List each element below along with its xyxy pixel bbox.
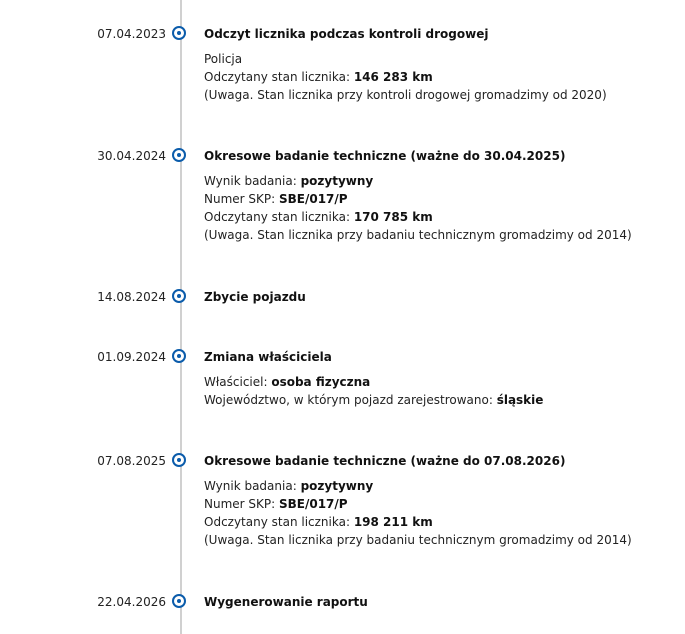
detail-value: 146 283 km bbox=[353, 70, 433, 84]
detail-label: Województwo, w którym pojazd zarejestrowano: bbox=[204, 393, 497, 407]
detail-line bbox=[204, 477, 632, 495]
event-title: Okresowe badanie techniczne (ważne do 30.04.2025) bbox=[204, 149, 566, 163]
event-date: 07.04.2023 bbox=[97, 27, 166, 41]
event-title: Zbycie pojazdu bbox=[204, 290, 306, 304]
detail-line bbox=[204, 86, 607, 104]
detail-line bbox=[204, 226, 632, 244]
event-details bbox=[204, 477, 632, 549]
event-title: Odczyt licznika podczas kontroli drogowej bbox=[204, 27, 489, 41]
event-title: Wygenerowanie raportu bbox=[204, 595, 368, 609]
timeline-line bbox=[180, 0, 182, 634]
detail-line bbox=[204, 68, 607, 86]
timeline-marker-icon bbox=[172, 148, 186, 162]
detail-label: Odczytany stan licznika: bbox=[204, 515, 354, 529]
detail-label: Wynik badania: bbox=[204, 479, 301, 493]
detail-label: Odczytany stan licznika: bbox=[204, 70, 354, 84]
detail-line bbox=[204, 531, 632, 549]
timeline-marker-icon bbox=[172, 594, 186, 608]
detail-label: (Uwaga. Stan licznika przy kontroli drogowej gromadzimy od 2020) bbox=[204, 88, 607, 102]
detail-label: Wynik badania: bbox=[204, 174, 301, 188]
detail-line bbox=[204, 172, 632, 190]
event-date: 07.08.2025 bbox=[97, 454, 166, 468]
event-date: 01.09.2024 bbox=[97, 350, 166, 364]
detail-value: SBE/017/P bbox=[278, 497, 348, 511]
event-date: 14.08.2024 bbox=[97, 290, 166, 304]
event-details bbox=[204, 172, 632, 244]
detail-value: pozytywny bbox=[300, 479, 374, 493]
detail-label: Numer SKP: bbox=[204, 192, 279, 206]
detail-value: śląskie bbox=[496, 393, 544, 407]
timeline-marker-icon bbox=[172, 349, 186, 363]
event-date: 30.04.2024 bbox=[97, 149, 166, 163]
detail-line bbox=[204, 513, 632, 531]
detail-line bbox=[204, 391, 543, 409]
detail-line bbox=[204, 50, 607, 68]
detail-value: pozytywny bbox=[300, 174, 374, 188]
detail-label: (Uwaga. Stan licznika przy badaniu technicznym gromadzimy od 2014) bbox=[204, 228, 632, 242]
event-title: Zmiana właściciela bbox=[204, 350, 332, 364]
event-date: 22.04.2026 bbox=[97, 595, 166, 609]
detail-line bbox=[204, 208, 632, 226]
detail-value: SBE/017/P bbox=[278, 192, 348, 206]
detail-label: (Uwaga. Stan licznika przy badaniu technicznym gromadzimy od 2014) bbox=[204, 533, 632, 547]
detail-label: Policja bbox=[204, 52, 243, 66]
timeline-marker-icon bbox=[172, 289, 186, 303]
detail-value: osoba fizyczna bbox=[271, 375, 371, 389]
timeline-marker-icon bbox=[172, 26, 186, 40]
detail-label: Numer SKP: bbox=[204, 497, 279, 511]
detail-label: Odczytany stan licznika: bbox=[204, 210, 354, 224]
event-details bbox=[204, 373, 543, 409]
event-title: Okresowe badanie techniczne (ważne do 07.08.2026) bbox=[204, 454, 566, 468]
detail-value: 170 785 km bbox=[353, 210, 433, 224]
detail-line bbox=[204, 373, 543, 391]
timeline-marker-icon bbox=[172, 453, 186, 467]
detail-value: 198 211 km bbox=[353, 515, 433, 529]
event-details bbox=[204, 50, 607, 104]
detail-label: Właściciel: bbox=[204, 375, 272, 389]
detail-line bbox=[204, 190, 632, 208]
detail-line bbox=[204, 495, 632, 513]
